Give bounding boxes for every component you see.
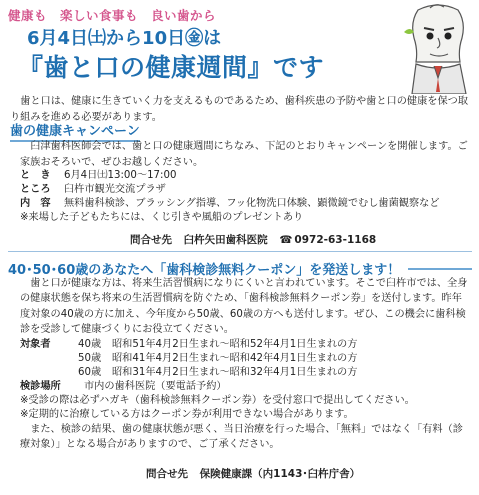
contact-dept: 保険健康課（内1143･臼杵庁舎） [199, 468, 361, 480]
target-row-2 [20, 352, 357, 366]
coupon-note-2: ※定期的に治療している方はクーポン券が利用できない場合があります。 [20, 409, 354, 420]
phone-icon: ☎ [279, 234, 293, 246]
where-value: 臼杵市観光交流プラザ [64, 184, 166, 195]
campaign-where [20, 183, 166, 197]
campaign-intro: 臼津歯科医師会では、歯と口の健康週間にちなみ、下記のとおりキャンペーンを開催します。ご家族おそろいで、ぜひお越しください。 [20, 141, 468, 168]
when-label: と き [20, 170, 51, 181]
exam-place [20, 380, 227, 394]
place-label: 検診場所 [20, 381, 61, 392]
when-value: 6月4日㈯13:00～17:00 [64, 170, 177, 181]
target-age: 40歳 [78, 339, 102, 350]
campaign-when [20, 169, 176, 183]
target-range: 昭和41年4月2日生まれ～昭和42年4月1日生まれの方 [112, 353, 358, 364]
coupon-contact [146, 466, 360, 481]
intro-text: 歯と口は、健康に生きていく力を支えるものであるため、歯科疾患の予防や歯と口の健康を保つ取り組みを進める必要があります。 [10, 96, 469, 123]
target-row-1 [20, 338, 357, 352]
heading-rule [408, 268, 472, 270]
target-age: 60歳 [78, 367, 102, 378]
contact-name: 臼杵矢田歯科医院 [183, 234, 268, 246]
contact-label: 問合せ先 [130, 234, 172, 246]
target-row-3 [20, 366, 357, 380]
content-label: 内 容 [20, 198, 51, 209]
campaign-content [20, 197, 440, 211]
coupon-closing: また、検診の結果、歯の健康状態が悪く、当日治療を行った場合、「無料」ではなく「有料（診療対象）」となる場合がありますので、ご了承ください。 [20, 424, 463, 451]
coupon-body: 歯と口が健康な方は、将来生活習慣病になりにくいと言われています。そこで臼杵市では、全身の健康状態を保ち将来の生活習慣病を防ぐため、「歯科検診無料クーポン券」を送付します。昨年度対象の40歳の方に加え、今年度から50歳、60歳の方へも送付します。ぜひ、この機会に歯科検診を受診して健康づくりにお役立てください。 [20, 278, 468, 335]
where-label: ところ [20, 184, 51, 195]
place-value: 市内の歯科医院（要電話予約） [84, 381, 227, 392]
campaign-contact [130, 232, 376, 247]
coupon-note-1: ※受診の際は必ずハガキ（歯科検診無料クーポン券）を受付窓口で提出してください。 [20, 395, 415, 406]
campaign-heading-text: 歯の健康キャンペーン [10, 120, 140, 142]
contact-phone: 0972-63-1168 [294, 234, 377, 246]
coupon-heading-text: 40･50･60歳のあなたへ「歯科検診無料クーポン」を発送します！ [8, 263, 401, 278]
content-value: 無料歯科検診、ブラッシング指導、フッ化物洗口体験、顕微鏡でむし歯菌観察など [64, 198, 440, 209]
date-line: 6月4日㈯から10日㊎は [27, 28, 222, 49]
contact-label: 問合せ先 [146, 468, 188, 480]
target-label: 対象者 [20, 339, 51, 350]
campaign-note: ※来場した子どもたちには、くじ引きや風船のプレゼントあり [20, 212, 304, 223]
tooth-mascot-icon [400, 2, 476, 94]
target-range: 昭和31年4月2日生まれ～昭和32年4月1日生まれの方 [112, 367, 358, 378]
section-divider [8, 251, 472, 252]
target-age: 50歳 [78, 353, 102, 364]
target-range: 昭和51年4月2日生まれ～昭和52年4月1日生まれの方 [112, 339, 358, 350]
page-title: 『歯と口の健康週間』です [18, 53, 325, 82]
tagline: 健康も 楽しい食事も 良い歯から [8, 8, 217, 23]
